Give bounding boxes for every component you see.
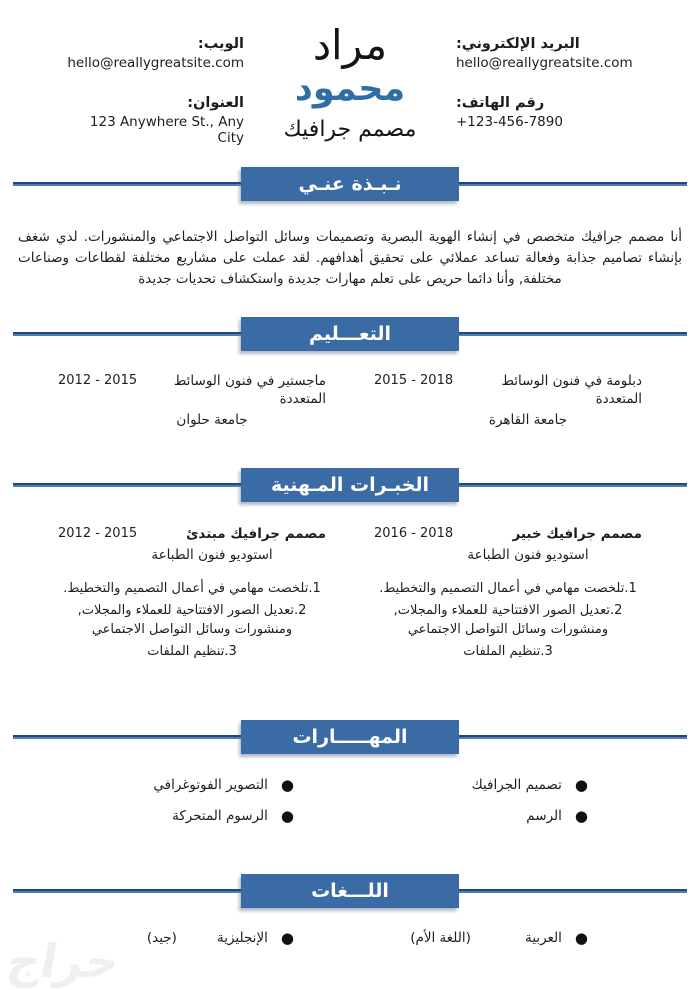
address-label: العنوان: (187, 95, 245, 111)
role-title: مصمم جرافيك مبتدئ (186, 526, 326, 543)
school-name: جامعة القاهرة (488, 412, 568, 429)
divider-line (13, 735, 241, 739)
first-name: مراد (312, 21, 388, 69)
experience-entries (0, 525, 700, 663)
address-value: 123 Anywhere St., Any City (89, 114, 245, 146)
skill-item (294, 777, 588, 793)
language-name: الإنجليزية (216, 930, 268, 947)
contact-column-left (64, 24, 244, 146)
phone-value: +123-456-7890 (456, 114, 563, 130)
section-header-experience (0, 468, 700, 502)
languages-section-title: اللـــغات (241, 874, 459, 908)
phone-label: رقم الهاتف: (456, 95, 545, 111)
skill-label: الرسوم المتحركة (172, 808, 268, 825)
skill-label: تصميم الجرافيك (471, 777, 562, 794)
bullet-icon: ● (574, 775, 588, 794)
bullet-icon: ● (280, 806, 294, 825)
language-level: (جيد) (146, 930, 177, 947)
section-header-education (0, 317, 700, 351)
email-group (456, 36, 636, 71)
bullet-icon: ● (574, 806, 588, 825)
divider-line (459, 332, 687, 336)
skill-item (294, 808, 588, 824)
divider-line (13, 182, 241, 186)
language-level: (اللغة الأم) (410, 930, 471, 947)
web-label: الويب: (197, 36, 245, 52)
school-name: جامعة حلوان (176, 412, 248, 429)
duties-list (58, 579, 326, 661)
experience-entry (58, 525, 326, 663)
email-value: hello@reallygreatsite.com (456, 55, 633, 71)
about-text: أنا مصمم جرافيك متخصص في إنشاء الهوية البصرية وتصميمات وسائل التواصل الاجتماعي والمنشورات. لدي شغف بإنشاء تصاميم جذابة وفعالة تساعد عملائي على تحقيق أهدافهم. لقد عملت على مشاريع مختلفة لقطاعات وصناعات مختلفة, وأنا دائما حريص على تعلم مهارات جديدة واستكشاف تحديات جديدة (18, 229, 682, 287)
experience-entry-head (374, 525, 642, 543)
skills-column-left (0, 777, 294, 824)
divider-line (459, 182, 687, 186)
skills-section-title: المهـــــارات (241, 720, 459, 754)
duties-list (374, 579, 642, 661)
education-entry (374, 372, 642, 428)
skills-list (0, 777, 700, 824)
education-section-title: التعـــليم (241, 317, 459, 351)
bullet-icon: ● (574, 928, 588, 947)
languages-column-right (294, 930, 588, 946)
company-name: استوديو فنون الطباعة (467, 547, 589, 564)
section-header-languages (0, 874, 700, 908)
divider-line (13, 889, 241, 893)
skill-label: التصوير الفوتوغرافي (153, 777, 268, 794)
duty-item: 1.تلخصت مهامي في أعمال التصميم والتخطيط. (379, 581, 637, 597)
duty-item: 1.تلخصت مهامي في أعمال التصميم والتخطيط. (63, 581, 321, 597)
job-title: مصمم جرافيك (283, 116, 417, 142)
skills-column-right (294, 777, 588, 824)
last-name: محمود (294, 69, 406, 110)
education-dates: 2015 - 2018 (374, 372, 454, 388)
language-item (109, 930, 294, 946)
skill-item (0, 777, 294, 793)
bullet-icon: ● (280, 928, 294, 947)
duty-item: 2.تعديل الصور الافتتاحية للعملاء والمجلات, ومنشورات وسائل التواصل الاجتماعي (77, 602, 307, 638)
name-block (283, 21, 417, 146)
section-header-about (0, 167, 700, 201)
language-name: العربية (525, 930, 562, 947)
experience-dates: 2012 - 2015 (58, 526, 138, 542)
education-dates: 2012 - 2015 (58, 372, 138, 388)
duty-item: 2.تعديل الصور الافتتاحية للعملاء والمجلات, ومنشورات وسائل التواصل الاجتماعي (393, 602, 623, 638)
experience-entry-head (58, 525, 326, 543)
education-entry-head (374, 372, 642, 408)
web-value: hello@reallygreatsite.com (67, 55, 245, 71)
experience-entry (374, 525, 642, 663)
header (0, 0, 700, 146)
bullet-icon: ● (280, 775, 294, 794)
divider-line (459, 735, 687, 739)
degree-title: دبلومة في فنون الوسائط المتعددة (501, 372, 642, 407)
divider-line (459, 483, 687, 487)
experience-section-title: الخبـرات المـهنية (241, 468, 459, 502)
section-header-skills (0, 720, 700, 754)
language-item (403, 930, 588, 946)
contact-column-right (456, 24, 636, 146)
haraj-watermark: حراج (3, 934, 124, 988)
education-entry (58, 372, 326, 428)
divider-line (459, 889, 687, 893)
divider-line (13, 483, 241, 487)
role-title: مصمم جرافيك خبير (512, 526, 642, 543)
phone-group (456, 95, 636, 130)
company-name: استوديو فنون الطباعة (151, 547, 273, 564)
web-group (64, 36, 244, 71)
divider-line (13, 332, 241, 336)
address-group (64, 95, 244, 146)
duty-item: 3.تنظيم الملفات (463, 643, 553, 659)
duty-item: 3.تنظيم الملفات (147, 643, 237, 659)
education-entries (0, 372, 700, 428)
email-label: البريد الإلكتروني: (456, 36, 580, 52)
about-section-title: نـبـذة عنـي (241, 167, 459, 201)
experience-dates: 2016 - 2018 (374, 526, 454, 542)
skill-label: الرسم (526, 808, 562, 825)
degree-title: ماجستير في فنون الوسائط المتعددة (173, 372, 326, 407)
education-entry-head (58, 372, 326, 408)
skill-item (0, 808, 294, 824)
